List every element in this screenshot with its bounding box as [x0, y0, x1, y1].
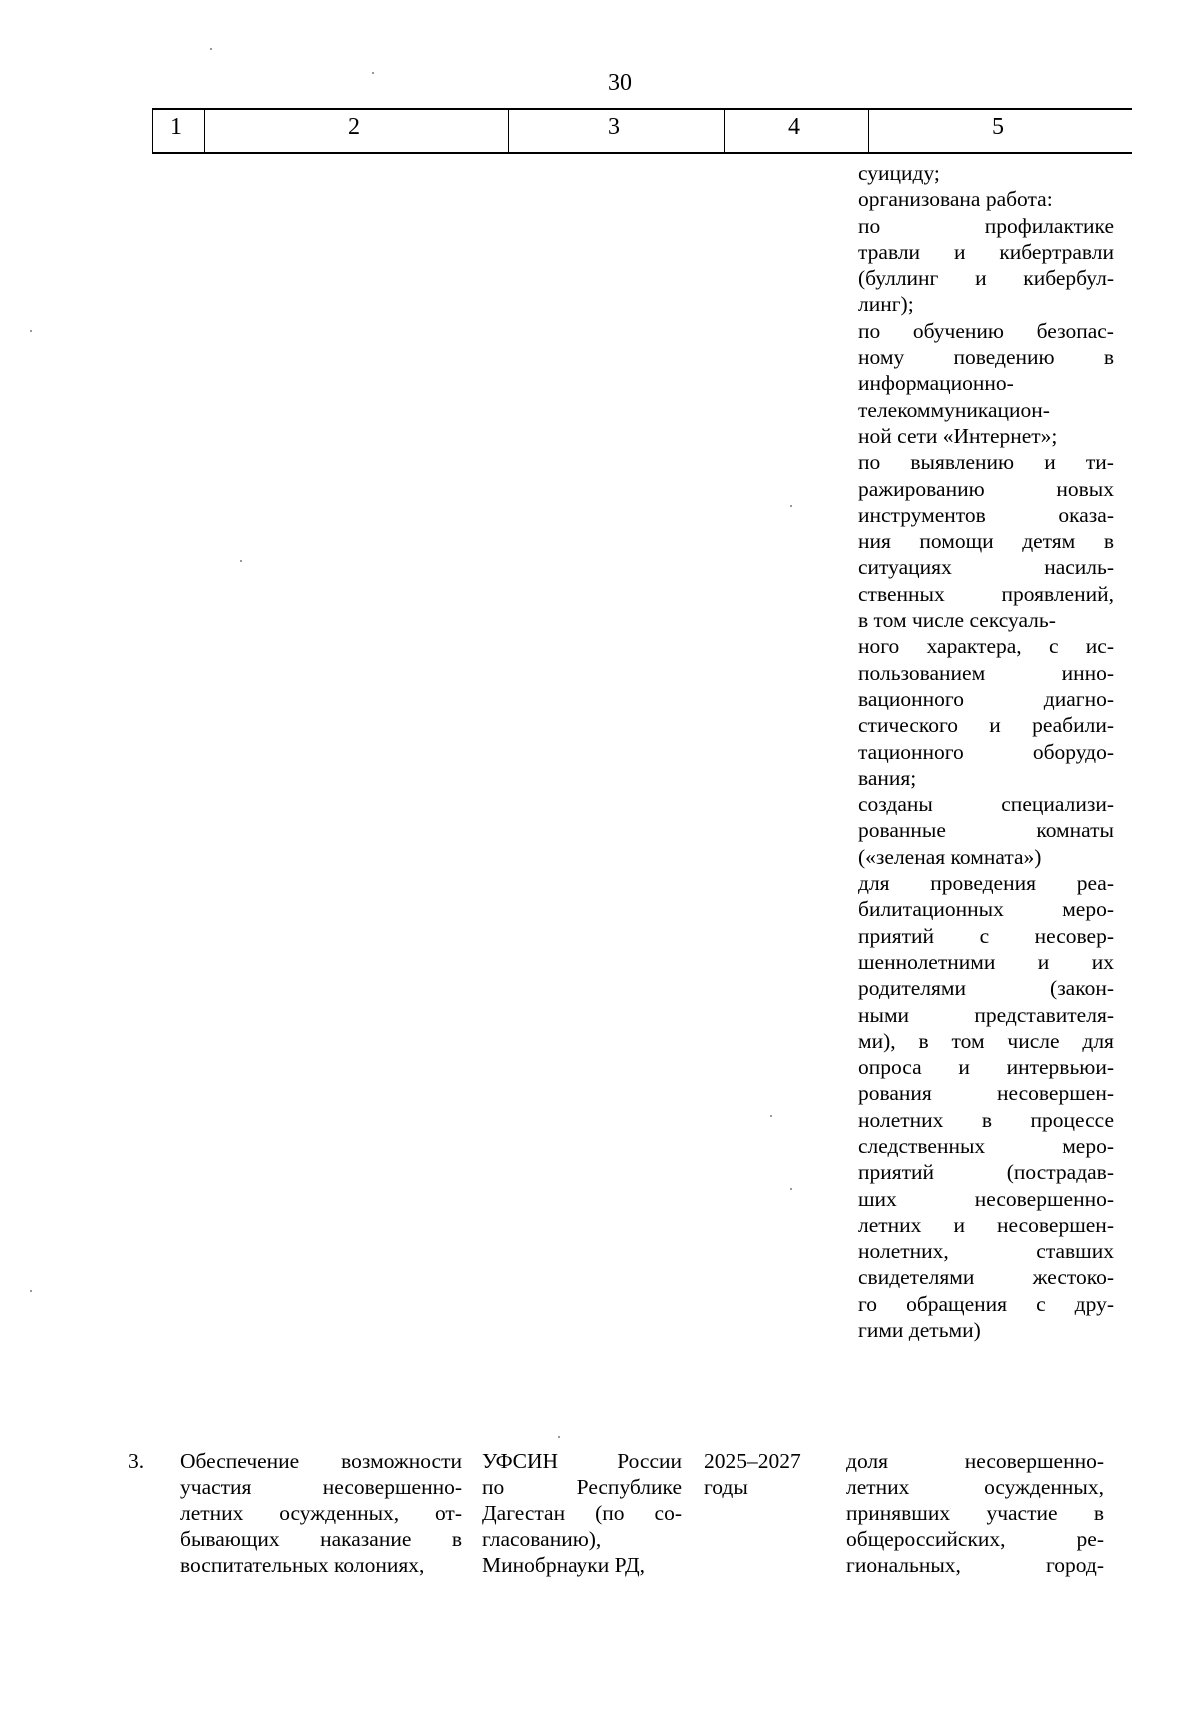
text-line: ного характера, с ис- — [858, 634, 1114, 659]
text-line: общероссийских, ре- — [846, 1527, 1104, 1551]
text-line: свидетелями жестоко- — [858, 1265, 1114, 1290]
text-line: телекоммуникацион- — [858, 397, 1050, 422]
text-line: приятий с несовер- — [858, 923, 1114, 948]
text-line: ситуациях насиль- — [858, 555, 1114, 580]
header-col-2: 2 — [348, 114, 360, 140]
text-line: суициду; — [858, 161, 940, 185]
text-line: ственных проявлений, — [858, 581, 1114, 606]
header-divider — [204, 108, 205, 154]
text-line: бывающих наказание в — [180, 1527, 462, 1551]
header-col-4: 4 — [788, 114, 800, 140]
text-line: доля несовершенно- — [846, 1449, 1104, 1473]
text-line: вания; — [858, 765, 917, 790]
text-line: воспитательных колониях, — [180, 1553, 425, 1577]
text-line: Минобрнауки РД, — [482, 1553, 645, 1577]
row-3-number: 3. — [128, 1449, 145, 1473]
row-3-period — [704, 1448, 822, 1500]
header-bottom-border — [152, 152, 1132, 154]
text-line: летних осужденных, — [846, 1475, 1104, 1499]
text-line: участия несовершенно- — [180, 1475, 462, 1499]
scan-speck — [210, 48, 212, 50]
header-divider — [724, 108, 725, 154]
text-line: организована работа: — [858, 187, 1053, 212]
continuation-col5-text — [858, 160, 1114, 1343]
text-line: вационного диагно- — [858, 686, 1114, 711]
text-line: го обращения с дру- — [858, 1291, 1114, 1316]
text-line: рования несовершен- — [858, 1081, 1114, 1106]
text-line: нолетних в процессе — [858, 1107, 1114, 1132]
text-line: пользованием инно- — [858, 660, 1114, 685]
text-line: ших несовершенно- — [858, 1186, 1114, 1211]
scan-speck — [240, 560, 242, 562]
text-line: годы — [704, 1475, 748, 1499]
text-line: Обеспечение возможности — [180, 1449, 462, 1473]
table-header — [152, 108, 1132, 154]
text-line: ражированию новых — [858, 476, 1114, 501]
text-line: созданы специализи- — [858, 792, 1114, 817]
row-3-responsible — [482, 1448, 682, 1578]
text-line: следственных меро- — [858, 1133, 1114, 1158]
text-line: (буллинг и кибербул- — [858, 266, 1114, 291]
text-line: УФСИН России — [482, 1449, 682, 1473]
text-line: билитационных меро- — [858, 897, 1114, 922]
text-line: инструментов оказа- — [858, 502, 1114, 527]
text-line: опроса и интервьюи- — [858, 1055, 1114, 1080]
text-line: («зеленая комната») — [858, 844, 1042, 869]
text-line: рованные комнаты — [858, 818, 1114, 843]
scan-speck — [30, 1290, 32, 1292]
row-3-result — [846, 1448, 1104, 1578]
text-line: травли и кибертравли — [858, 239, 1114, 264]
text-line: по выявлению и ти- — [858, 450, 1114, 475]
text-line: ния помощи детям в — [858, 529, 1114, 554]
text-line: приятий (пострадав- — [858, 1160, 1114, 1185]
text-line: гиональных, город- — [846, 1553, 1104, 1577]
header-col-3: 3 — [608, 114, 620, 140]
text-line: для проведения реа- — [858, 871, 1114, 896]
scan-speck — [770, 1115, 772, 1117]
header-divider — [868, 108, 869, 154]
scan-speck — [790, 1188, 792, 1190]
header-col-5: 5 — [992, 114, 1004, 140]
text-line: ной сети «Интернет»; — [858, 423, 1058, 448]
scan-speck — [372, 72, 374, 74]
text-line: по обучению безопас- — [858, 318, 1114, 343]
text-line: гими детьми) — [858, 1318, 981, 1343]
scan-speck — [790, 505, 792, 507]
header-divider — [152, 108, 153, 154]
scan-speck — [558, 1436, 560, 1438]
text-line: летних осужденных, от- — [180, 1501, 462, 1525]
header-col-1: 1 — [170, 114, 182, 140]
row-3-activity — [180, 1448, 462, 1578]
text-line: по Республике — [482, 1475, 682, 1499]
page-number: 30 — [608, 70, 632, 96]
text-line: гласованию), — [482, 1527, 602, 1551]
text-line: Дагестан (по со- — [482, 1501, 682, 1525]
text-line: в том числе сексуаль- — [858, 608, 1056, 633]
text-line: нолетних, ставших — [858, 1239, 1114, 1264]
text-line: 2025–2027 — [704, 1449, 801, 1473]
text-line: тационного оборудо- — [858, 739, 1114, 764]
text-line: линг); — [858, 292, 914, 317]
text-line: ному поведению в — [858, 345, 1114, 370]
header-top-border — [152, 108, 1132, 110]
text-line: стического и реабили- — [858, 713, 1114, 738]
text-line: по профилактике — [858, 213, 1114, 238]
text-line: шеннолетними и их — [858, 949, 1114, 974]
scan-speck — [30, 330, 32, 332]
text-line: родителями (закон- — [858, 976, 1114, 1001]
text-line: принявших участие в — [846, 1501, 1104, 1525]
text-line: летних и несовершен- — [858, 1212, 1114, 1237]
header-divider — [508, 108, 509, 154]
text-line: ми), в том числе для — [858, 1028, 1114, 1053]
text-line: информационно- — [858, 371, 1014, 396]
text-line: ными представителя- — [858, 1002, 1114, 1027]
